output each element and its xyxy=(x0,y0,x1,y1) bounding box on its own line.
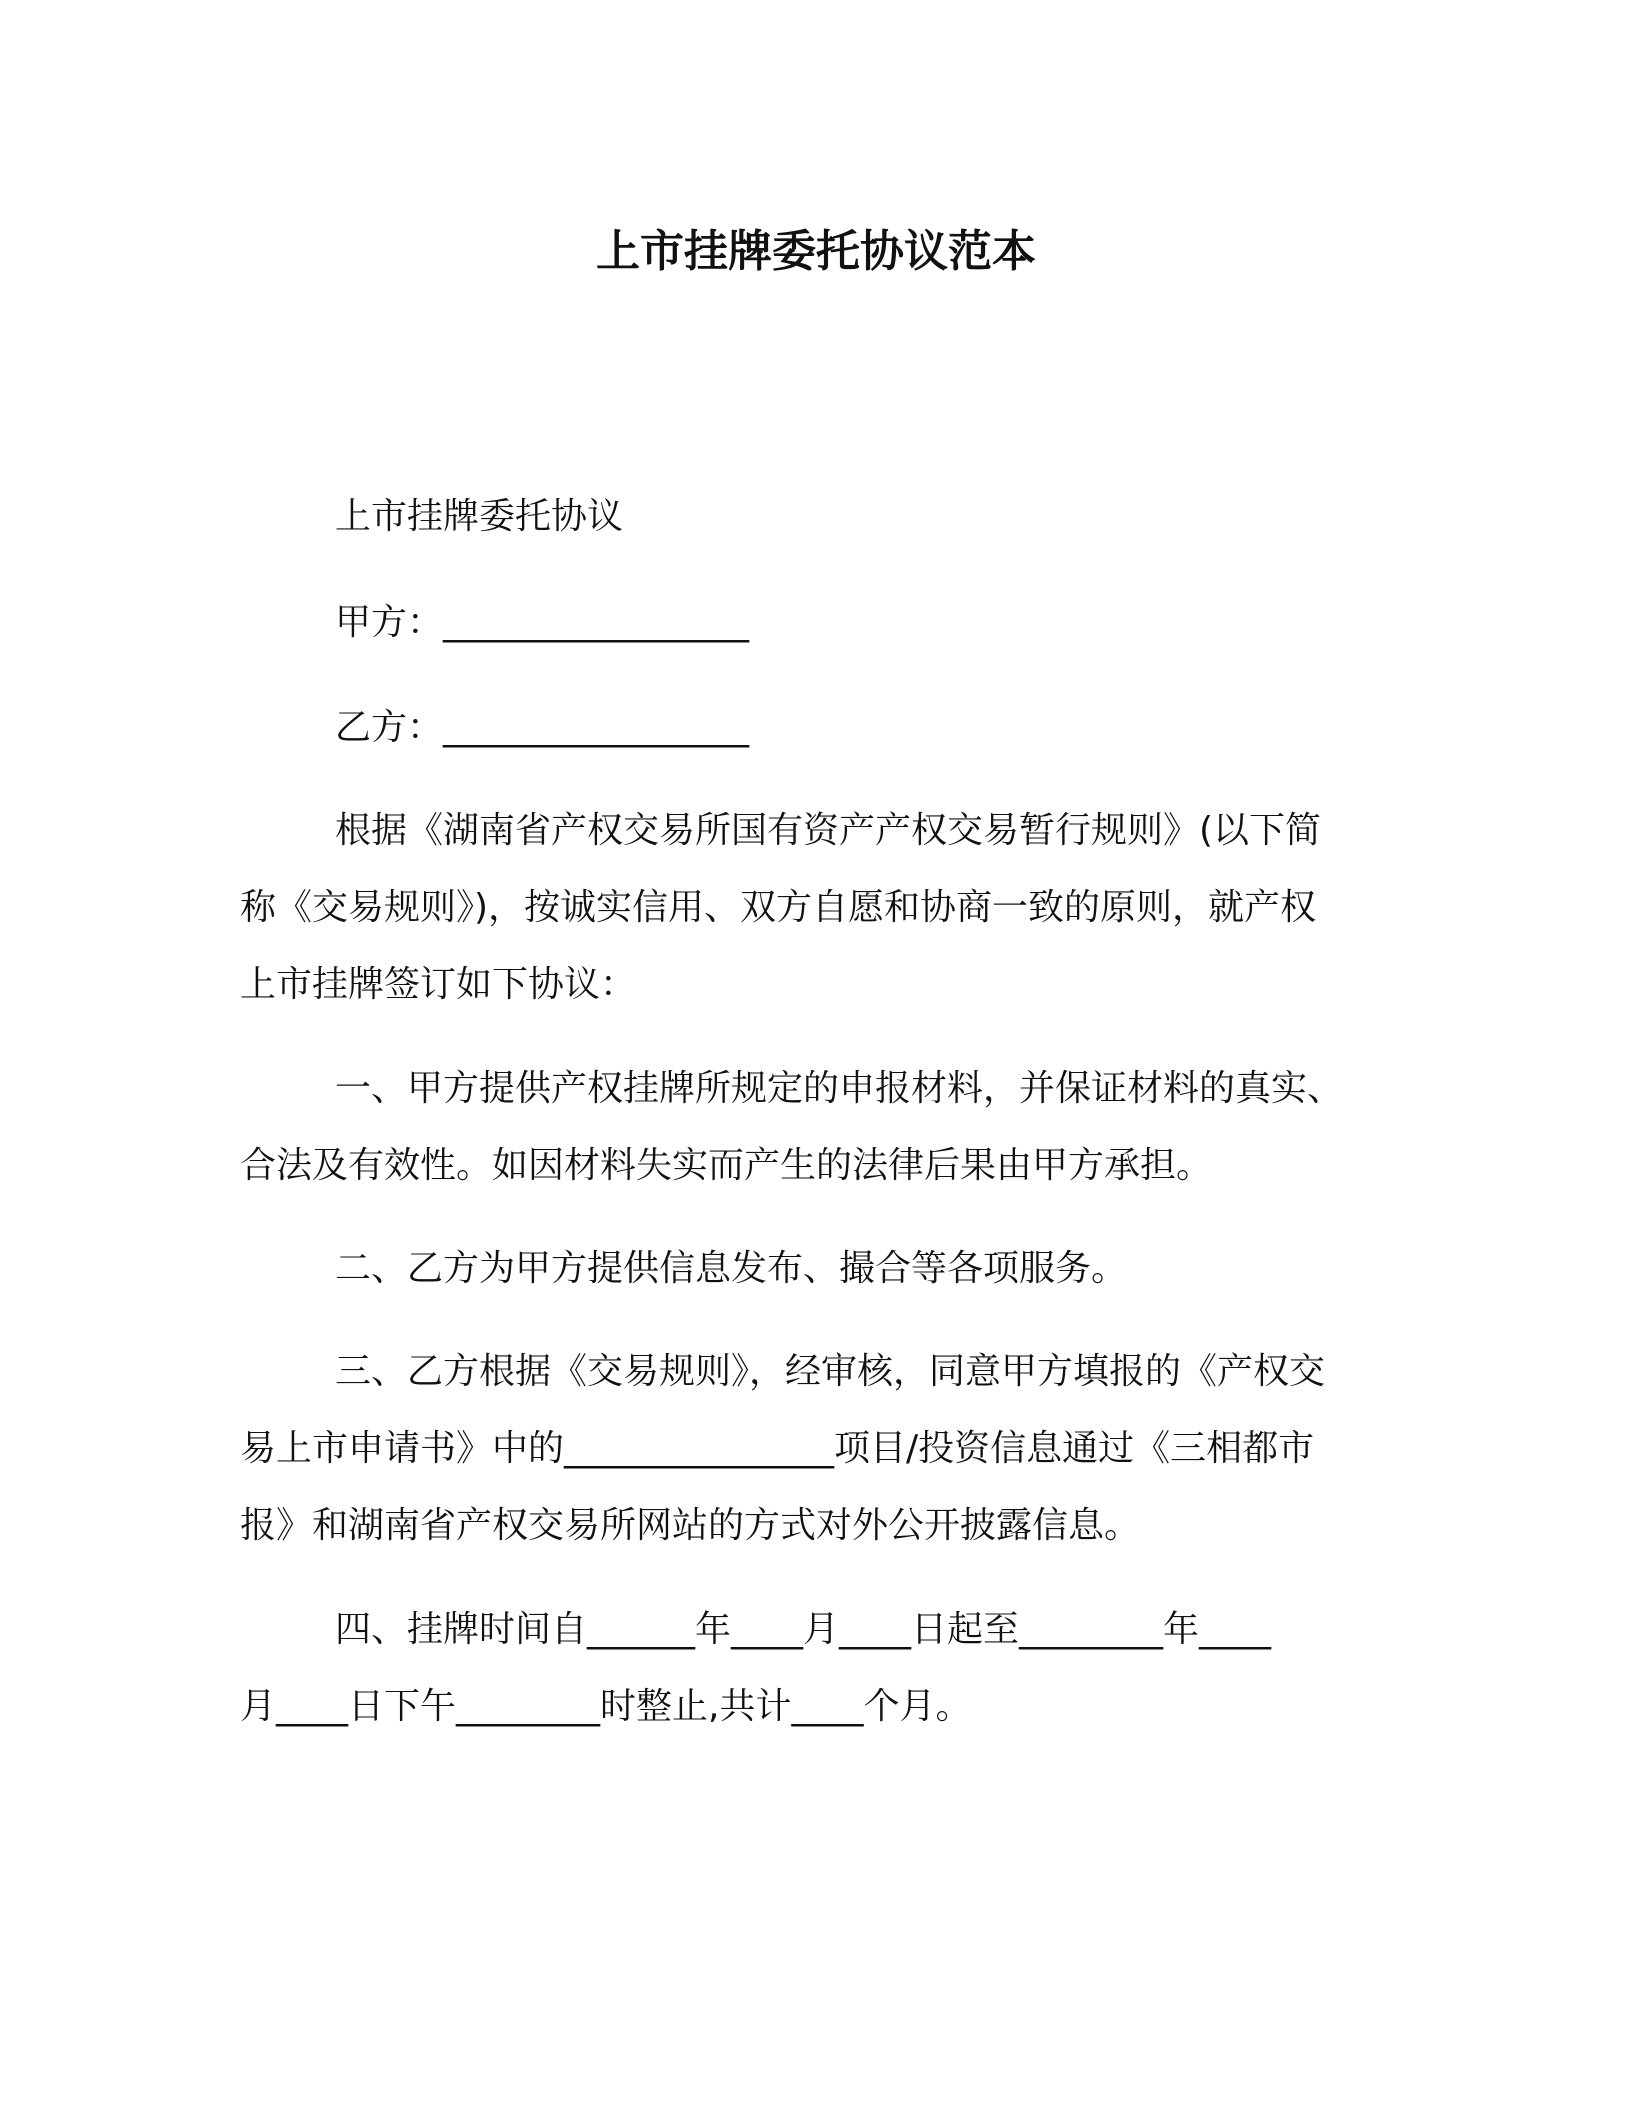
clause-2-line-1: 二、乙方为甲方提供信息发布、撮合等各项服务。 xyxy=(335,1248,1128,1289)
clause-4-line-2: 月____日下午________时整止,共计____个月。 xyxy=(240,1686,972,1727)
clause-3-line-2: 易上市申请书》中的_______________项目/投资信息通过《三相都市 xyxy=(240,1428,1315,1469)
clause-3-line-1: 三、乙方根据《交易规则》，经审核，同意甲方填报的《产权交 xyxy=(335,1351,1326,1392)
clause-1-line-1: 一、甲方提供产权挂牌所规定的申报材料，并保证材料的真实、 xyxy=(335,1068,1344,1109)
party-a-field: 甲方：_________________ xyxy=(335,602,750,643)
preamble-line-3: 上市挂牌签订如下协议： xyxy=(240,964,637,1005)
preamble-line-2: 称《交易规则》)，按诚实信用、双方自愿和协商一致的原则，就产权 xyxy=(240,887,1317,928)
party-b-field: 乙方：_________________ xyxy=(335,707,750,748)
clause-3-line-3: 报》和湖南省产权交易所网站的方式对外公开披露信息。 xyxy=(240,1505,1141,1546)
clause-4-line-1: 四、挂牌时间自______年____月____日起至________年____ xyxy=(335,1609,1272,1650)
preamble-line-1: 根据《湖南省产权交易所国有资产产权交易暂行规则》(以下简 xyxy=(335,810,1322,851)
document-title: 上市挂牌委托协议范本 xyxy=(596,226,1036,277)
clause-1-line-2: 合法及有效性。如因材料失实而产生的法律后果由甲方承担。 xyxy=(240,1145,1213,1186)
agreement-subtitle: 上市挂牌委托协议 xyxy=(335,496,624,537)
